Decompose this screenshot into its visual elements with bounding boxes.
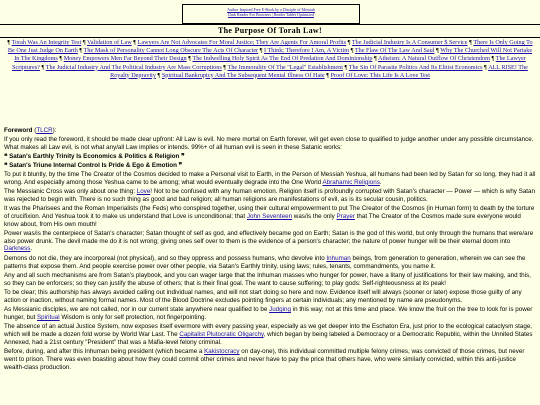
toc-separator: ¶: [346, 39, 352, 46]
toc-separator: ¶: [155, 71, 162, 79]
paragraph-6: Demons do not die, they are incorporeal (not physical), and so they oppress and possess humans, who devolve into Inhuman beings, from generation to generation, wherein we can see the patterns that expose them. And people exercise power over other people, via Satan's Earthly trinity, using laws; rules, tenants, commandments, you name it.: [4, 254, 526, 270]
inhuman-link[interactable]: Inhuman: [326, 254, 351, 262]
toc-link[interactable]: The Lawyer Scriptures?: [12, 55, 526, 71]
toc-separator: ¶: [7, 39, 12, 46]
quote-triune: ❝ Satan's Triune Internal Control Is Pride & Ego & Emotion ❞: [4, 162, 183, 170]
paragraph-7: Any and all such mechanisms are from Satan's playbook, and you can wager large that the Inhuman masses who hunger for power, have a litany of justifications for their law making, and this, so they can be enforcers; so they can justify the abuse of others; that is their final goal. The want to cause suffering; to play gods: Self-righteousness at its peak!: [4, 271, 531, 287]
toc-separator: ¶: [258, 47, 265, 55]
toc-separator: ¶: [482, 63, 489, 71]
paragraph-2: To put it bluntly, by the time The Creator of the Cosmos decided to make a Personal visit to Earth, in the Person of Messiah Yeshua, all humans had been led by Satan for so long, they had it all wrong. And especially among those Yeshua came to be among; what would eventually degrade into the One World Abrahamic Religions.: [4, 170, 536, 186]
toc-link[interactable]: The Immorality Of The "Legal" Establishment: [227, 63, 343, 71]
toc-separator: ¶: [467, 39, 474, 46]
table-of-contents: [6, 39, 534, 80]
love-link[interactable]: Love: [136, 188, 151, 196]
toc-link[interactable]: The Mask of Personality Cannot Long Obscure The Acts Of Character: [83, 47, 259, 55]
toc-separator: ¶: [489, 55, 496, 63]
main-content: [4, 127, 536, 373]
paragraph-5: Power was/is the centerpiece of Satan's character; Satan thought of self as god, and effectively became god on Earth; Satan is the god of this world, but only through the humans that were/are also power drunk. The devil made me do it is not wrong; giving ones self over to them is the evidence of a person's character; the nature of power hunger will be their eternal doom into Darkness.: [4, 229, 534, 253]
toc-link[interactable]: Money Empowers Men Far Beyond Their Design: [63, 55, 187, 63]
toc-separator: ¶: [57, 55, 64, 63]
toc-link[interactable]: Proof Of Love: This Life Is A Love Test: [330, 71, 430, 79]
paragraph-9: As Messianic disciples, we are not called, nor in our current state anywhere near qualified to be Judging in this way; not at this time and place. We know the fruit on the tree to look for is power hunger, but Spiritual Wisdom is only for self protection, not fingerpointing.: [4, 306, 533, 321]
toc-separator: ¶: [372, 55, 378, 63]
toc-link[interactable]: I Think; Therefore I Am, A Victim: [264, 47, 350, 55]
toc-link[interactable]: Atheism: A Natural Outflow Of Christendom: [378, 55, 490, 63]
toc-link[interactable]: The Judicial Industry And The Political Industry Are Mass Corruptions: [45, 63, 222, 71]
toc-separator: ¶: [221, 63, 228, 71]
toc-separator: ¶: [349, 47, 355, 55]
toc-separator: ¶: [81, 39, 87, 46]
paragraph-8: To be clear; this authorship has always avoided calling out individual names, and will not start doing so here and now. Evidence itself will always (sooner or later) expose those guilty of any action or inaction, without naming formal names. Most of the Blood Doctrine excludes pointing fingers at certain individuals; any mentioned by name are pseudonyms.: [4, 289, 522, 304]
prayer-link[interactable]: Prayer: [336, 212, 355, 220]
paragraph-1: If you only read the foreword, it should be made clear upfront: All Law is evil. No mere mortal on Earth forever, will get even close to qualified to judge another under any possible circumstance. What makes all Law evil, is not what any/all Law implies or intends. 99%+ of all human evil is seen in these Satanic works:: [4, 136, 534, 152]
toc-link[interactable]: The Judicial Industry Is A Consumer $ Service: [351, 39, 468, 46]
toc-separator: ¶: [324, 71, 331, 79]
toc-separator: ¶: [186, 55, 193, 63]
page-title: The Purpose Of Torah Law!: [0, 24, 540, 38]
toc-separator: ¶: [39, 63, 46, 71]
toc-link[interactable]: Why The Churched Will Not Partake In The Kingdoms: [14, 47, 533, 63]
john-seventeen-link[interactable]: John Seventeen: [246, 212, 293, 220]
quote-trinity: ❝ Satan's Earthly Trinity Is Economics & Politics & Religion ❞: [4, 153, 185, 161]
toc-separator: ¶: [131, 39, 138, 46]
paragraph-4: It was the Pharisees and the Roman Imperialists (the Feds) who conspired together, using their cultural empowerment to put The Creator of the Cosmos (in Human form) to death by the torture of crucifixion. And Yeshua took it to make us understand that Love is unconditional; that John Seventeen was/is the only Prayer that The Creator of the Cosmos made sure everyone would know about, from His own mouth!: [4, 205, 535, 228]
paragraph-10: The absence of an actual Justice System, now exposes itself evermore with every passing year, especially as we get deeper into the Eschaton Era, just prior to the ecological cataclysm stage, which will be made a dozen fold worse by World War Last. The Capitalist Plutocratic Oligarchy, which began by being labeled a Democracy or a Democratic Republic, within the Unnited States Annexed, had a 21st century "President" that was a Mafia-level felony criminal.: [4, 323, 533, 346]
toc-separator: ¶: [342, 63, 349, 71]
toc-separator: ¶: [77, 47, 84, 55]
toc-link[interactable]: Torah Was An Integrity Test: [11, 39, 82, 46]
toc-link[interactable]: The Indwelling Holy Spirit As The End Of Predation And Dominionship: [192, 55, 373, 63]
foreword-heading: Foreword (TLCR):: [4, 127, 57, 134]
toc-link[interactable]: Lawyers Are Not Advocates For Moral Justice; They Are Agents For Amoral Profits: [137, 39, 347, 46]
toc-separator: ¶: [434, 47, 441, 55]
toc-link[interactable]: ALL RISE! The Royalty Depravity: [110, 63, 528, 79]
toc-link[interactable]: The Flaw Of The Law And Saul: [354, 47, 435, 55]
kakistocracy-link[interactable]: Kakistocracy: [204, 348, 240, 356]
tlcr-link[interactable]: TLCR: [36, 127, 53, 134]
site-header-box: [182, 4, 360, 24]
spiritual-link[interactable]: Spiritual: [37, 313, 60, 321]
foreword-label: Foreword: [4, 127, 33, 134]
toc-link[interactable]: The Sin Of Parasite Politics And Its Elitist Economics: [348, 63, 483, 71]
header-line-reader[interactable]: [228, 12, 314, 17]
paragraph-11: Before, during, and after this Inhuman being president (which became a Kakistocracy on day-one), this individual committed multiple felony crimes, was convicted of those crimes, but never went to prison. There was even boasting about how they could commit other crimes and never have to pay the price that others have, who were similarly convicted, within this anti-justice wealth-class production.: [4, 348, 525, 371]
toc-link[interactable]: There Is Only Going To Be One Just Judge On Earth: [7, 39, 533, 55]
toc-link[interactable]: Spiritual Bankruptcy And The Subsequent Mental Illness Of Hate: [161, 71, 325, 79]
toc-link[interactable]: Validation of Law: [86, 39, 132, 46]
abrahamic-religions-link[interactable]: Abrahamic Religions: [322, 178, 380, 186]
darkness-link[interactable]: Darkness: [4, 245, 31, 253]
reader-mode-link[interactable]: Dark Reader For Browsers | Reader Tablet Optimized: [228, 12, 314, 17]
paragraph-3: The Messianic Cross was only about one thing: Love! Not to be confused with any human emotion. Religion itself is profoundly corrupted with Satan's character — Power — which is why Satan was rejected to begin with. There is no such thing as good and bad religion; all human religions are manifestations of evil, as is its secular cousin, politics.: [4, 188, 535, 203]
judging-link[interactable]: Judging: [269, 306, 291, 314]
capitalist-plutocratic-oligarchy-link[interactable]: Capitalist Plutocratic Oligarchy: [179, 330, 264, 338]
author-link[interactable]: Author Inspired Free E-Book by a Disciple of Messiah: [227, 7, 315, 12]
